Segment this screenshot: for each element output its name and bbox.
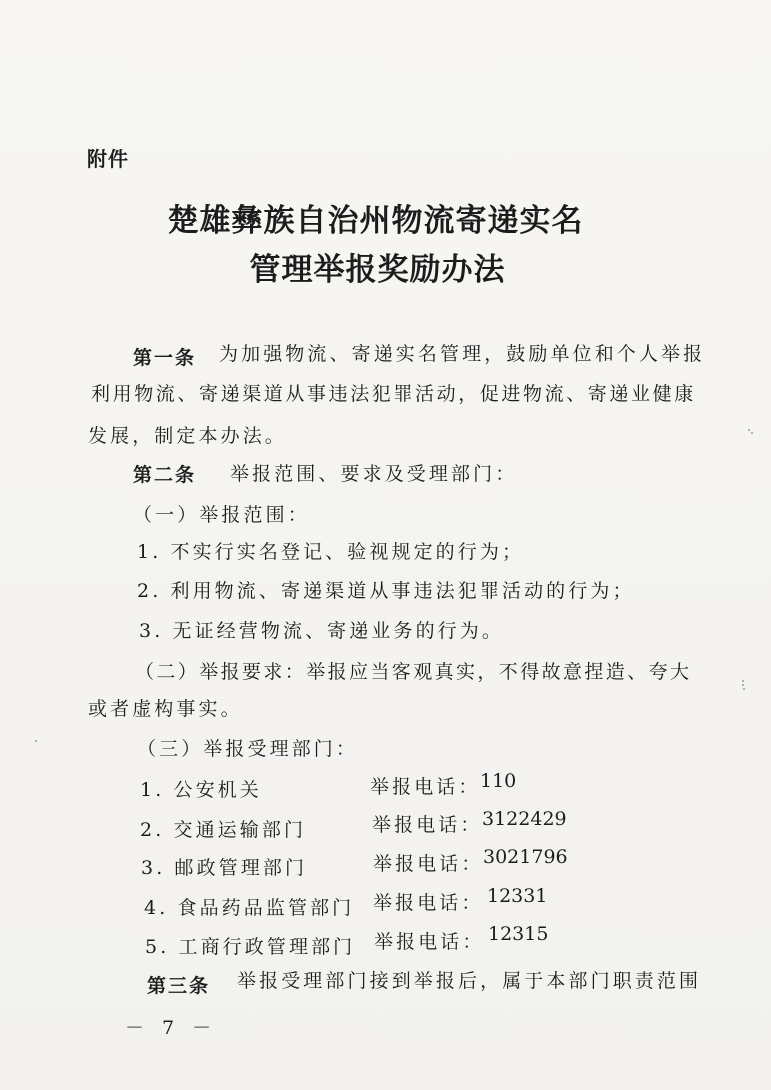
departments-title: （三）举报受理部门： xyxy=(137,738,359,760)
scan-speck xyxy=(35,740,37,742)
scope-item-2: 2. 利用物流、寄递渠道从事违法犯罪活动的行为； xyxy=(137,580,635,602)
attachment-label: 附件 xyxy=(87,147,129,171)
department-phone-label-3: 举报电话： xyxy=(373,853,484,875)
article-1-line-1: 为加强物流、寄递实名管理，鼓励单位和个人举报 xyxy=(219,343,706,365)
department-name-2: 2. 交通运输部门 xyxy=(140,819,307,841)
scope-title: （一）举报范围： xyxy=(133,504,310,526)
department-name-3: 3. 邮政管理部门 xyxy=(141,857,308,879)
scan-speck xyxy=(743,688,745,690)
scan-speck xyxy=(742,680,744,682)
article-3-heading: 第三条 xyxy=(147,975,211,997)
department-name-1: 1. 公安机关 xyxy=(140,779,262,801)
article-2-line-1: 举报范围、要求及受理部门： xyxy=(230,463,518,485)
document-title-line-1: 楚雄彝族自治州物流寄递实名 xyxy=(167,203,584,239)
article-3-line-1: 举报受理部门接到举报后，属于本部门职责范围 xyxy=(237,970,702,992)
requirement-line-1: （二）举报要求：举报应当客观真实，不得故意捏造、夸大 xyxy=(135,661,692,683)
article-2-heading: 第二条 xyxy=(133,464,197,486)
department-phone-label-1: 举报电话： xyxy=(370,776,481,798)
department-name-4: 4. 食品药品监管部门 xyxy=(144,897,355,919)
scan-speck xyxy=(742,684,744,686)
page-number: － 7 － xyxy=(125,1017,218,1039)
department-name-5: 5. 工商行政管理部门 xyxy=(145,936,356,958)
scope-item-1: 1. 不实行实名登记、验视规定的行为； xyxy=(137,541,525,563)
department-phone-label-4: 举报电话： xyxy=(373,892,484,914)
department-phone-label-2: 举报电话： xyxy=(372,814,483,836)
department-phone-3: 3021796 xyxy=(483,846,568,868)
scope-item-3: 3. 无证经营物流、寄递业务的行为。 xyxy=(139,620,504,642)
department-phone-5: 12315 xyxy=(488,923,549,945)
scan-speck xyxy=(748,429,750,431)
article-1-heading: 第一条 xyxy=(133,347,197,369)
requirement-line-2: 或者虚构事实。 xyxy=(88,698,243,720)
department-phone-label-5: 举报电话： xyxy=(374,931,485,953)
article-1-line-3: 发展，制定本办法。 xyxy=(88,425,287,447)
scan-speck xyxy=(751,432,753,434)
department-phone-1: 110 xyxy=(480,770,517,792)
department-phone-2: 3122429 xyxy=(482,808,567,830)
article-1-line-2: 利用物流、寄递渠道从事违法犯罪活动，促进物流、寄递业健康 xyxy=(91,383,696,405)
document-title-line-2: 管理举报奖励办法 xyxy=(249,252,506,288)
department-phone-4: 12331 xyxy=(487,885,548,907)
